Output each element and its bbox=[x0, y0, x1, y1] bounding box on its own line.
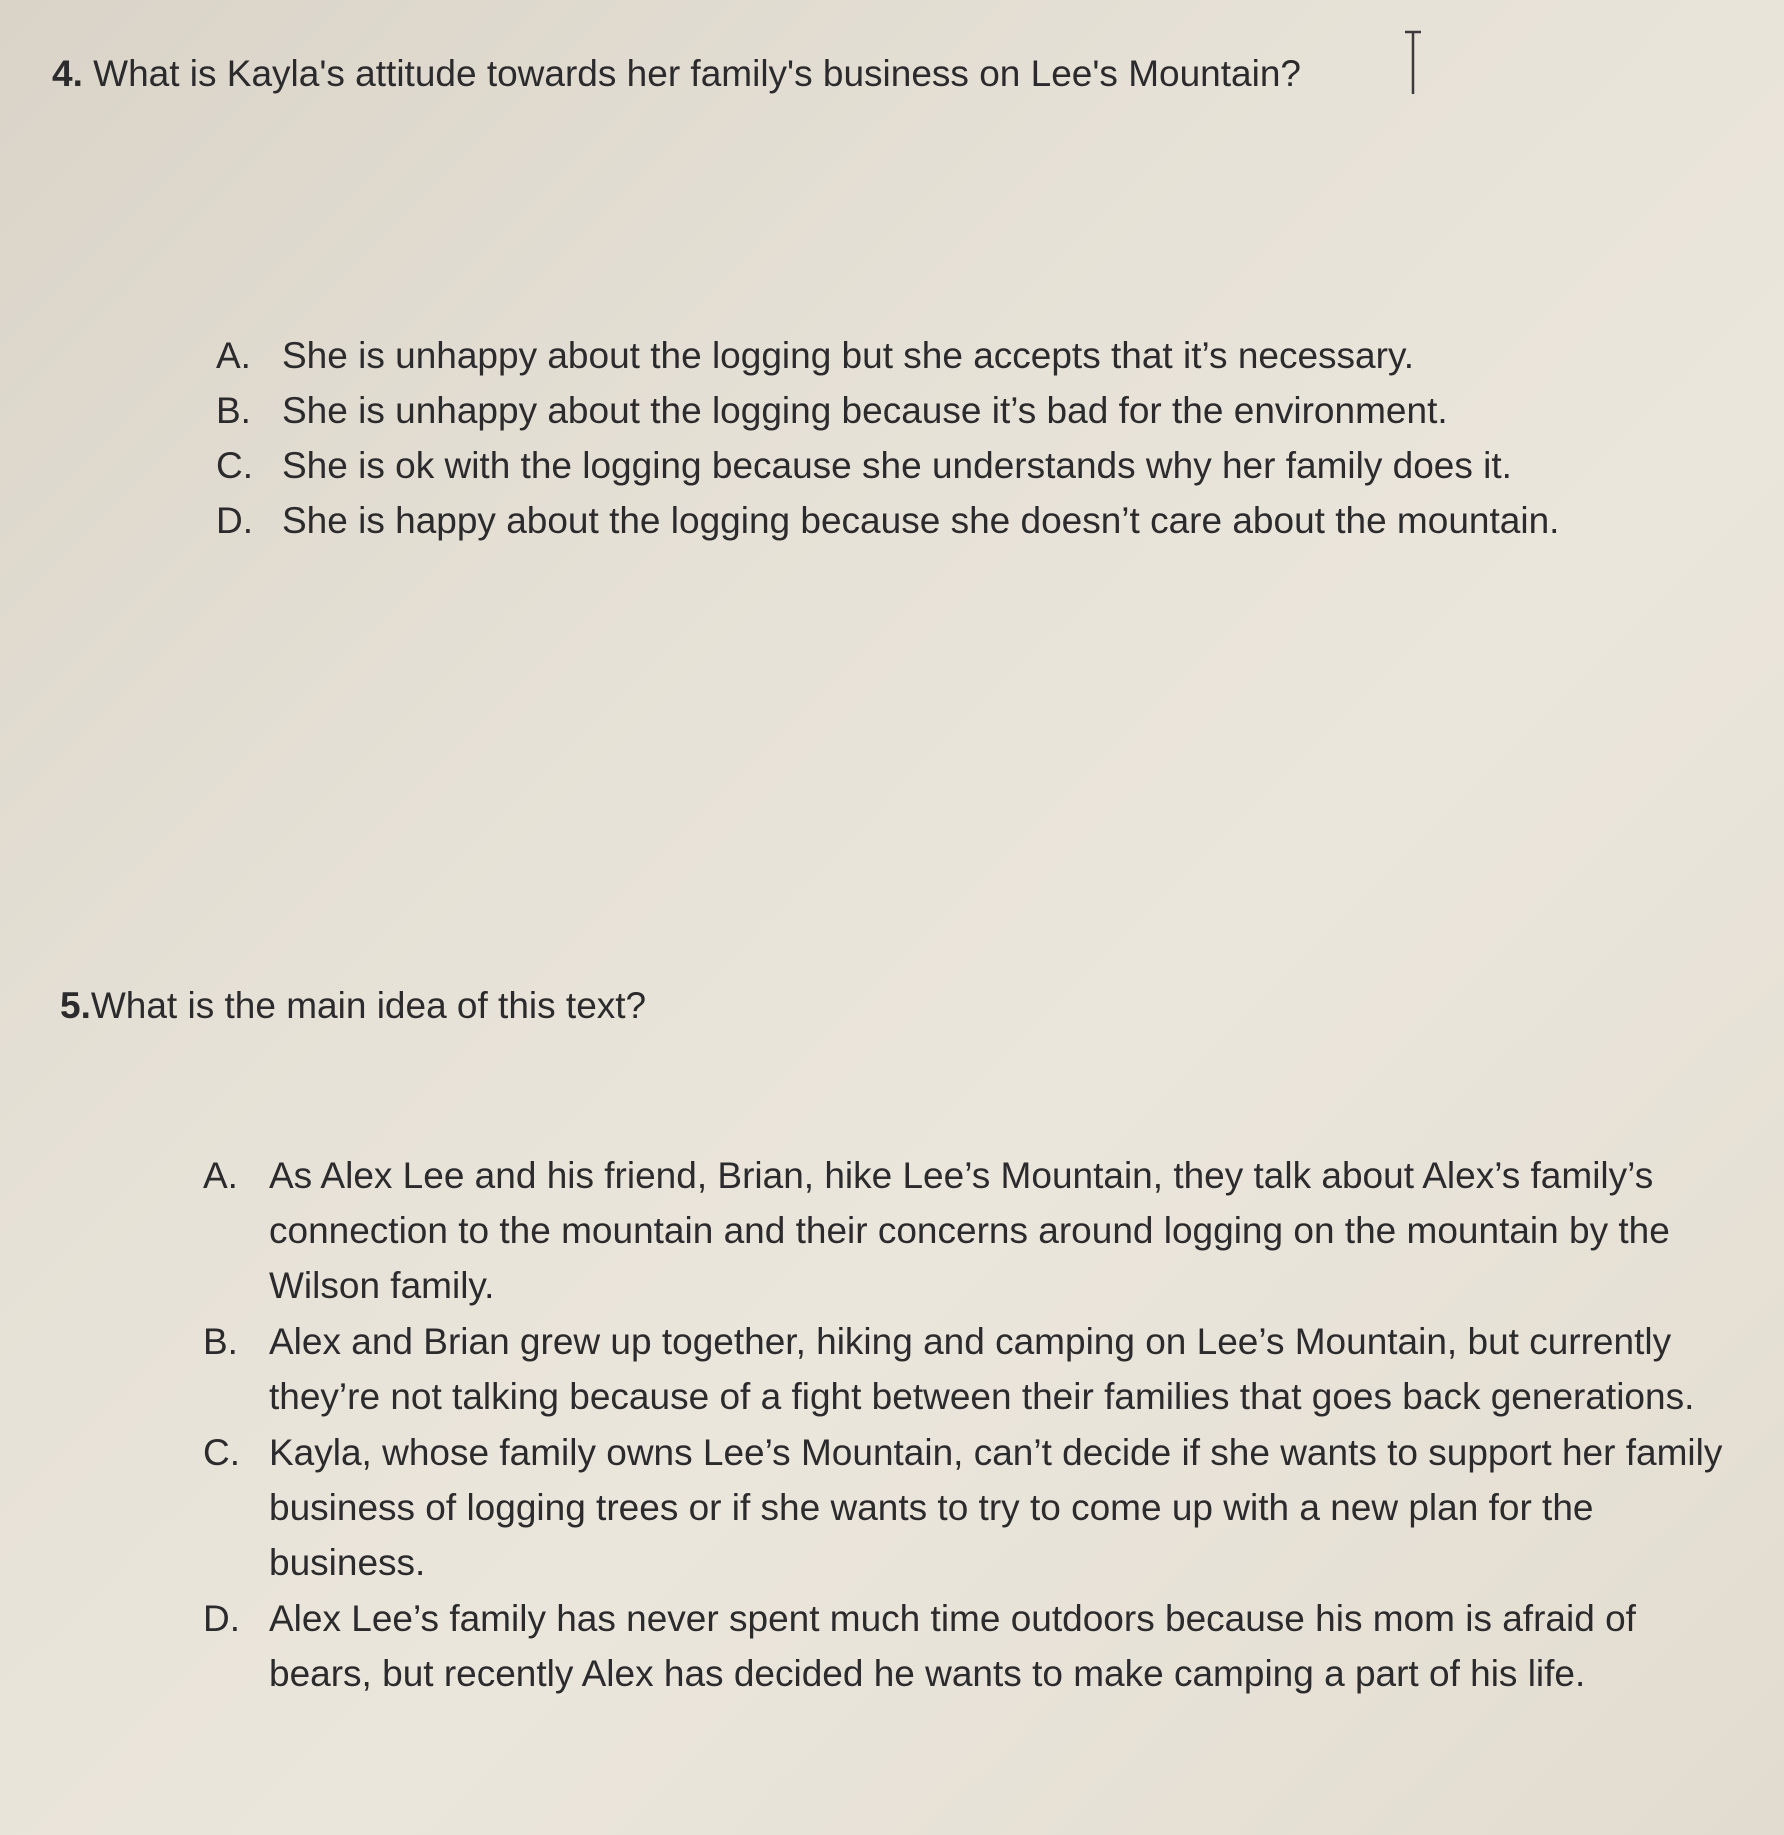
question-4-option-a[interactable] bbox=[216, 328, 1716, 383]
option-text: She is unhappy about the logging because it’s bad for the environment. bbox=[282, 390, 1448, 431]
question-5-option-a[interactable] bbox=[203, 1148, 1723, 1313]
question-4-option-b[interactable] bbox=[216, 383, 1716, 438]
question-4-option-c[interactable] bbox=[216, 438, 1716, 493]
question-4-text: What is Kayla's attitude towards her family's business on Lee's Mountain? bbox=[93, 53, 1301, 94]
option-letter: B. bbox=[216, 390, 251, 431]
question-4-option-d[interactable] bbox=[216, 493, 1716, 548]
question-4-prompt bbox=[52, 52, 1301, 96]
question-5-option-c[interactable] bbox=[203, 1425, 1723, 1590]
question-5-option-b[interactable] bbox=[203, 1314, 1723, 1424]
option-text: She is unhappy about the logging but she accepts that it’s necessary. bbox=[282, 335, 1414, 376]
option-letter: A. bbox=[203, 1155, 238, 1196]
option-letter: D. bbox=[203, 1598, 240, 1639]
question-4-options bbox=[216, 328, 1716, 548]
option-text: As Alex Lee and his friend, Brian, hike Lee’s Mountain, they talk about Alex’s family’s connection to the mountain and their concerns around logging on the mountain by the Wilson family. bbox=[269, 1155, 1670, 1306]
question-5-text: What is the main idea of this text? bbox=[90, 985, 647, 1026]
option-text: She is happy about the logging because she doesn’t care about the mountain. bbox=[282, 500, 1560, 541]
option-letter: C. bbox=[203, 1432, 240, 1473]
option-text: Alex and Brian grew up together, hiking and camping on Lee’s Mountain, but currently they’re not talking because of a fight between their families that goes back generations. bbox=[269, 1321, 1695, 1417]
option-letter: C. bbox=[216, 445, 253, 486]
question-5-number: 5. bbox=[60, 985, 91, 1026]
question-5-options bbox=[203, 1148, 1723, 1702]
question-5-prompt bbox=[60, 984, 646, 1028]
option-text: Alex Lee’s family has never spent much time outdoors because his mom is afraid of bears, but recently Alex has decided he wants to make camping a part of his life. bbox=[269, 1598, 1636, 1694]
option-letter: B. bbox=[203, 1321, 238, 1362]
question-5-option-d[interactable] bbox=[203, 1591, 1723, 1701]
option-letter: D. bbox=[216, 500, 253, 541]
text-cursor-icon bbox=[1402, 30, 1424, 96]
option-letter: A. bbox=[216, 335, 251, 376]
option-text: Kayla, whose family owns Lee’s Mountain, can’t decide if she wants to support her family business of logging trees or if she wants to try to come up with a new plan for the business. bbox=[269, 1432, 1723, 1583]
question-4-number: 4. bbox=[52, 53, 83, 94]
option-text: She is ok with the logging because she understands why her family does it. bbox=[282, 445, 1512, 486]
